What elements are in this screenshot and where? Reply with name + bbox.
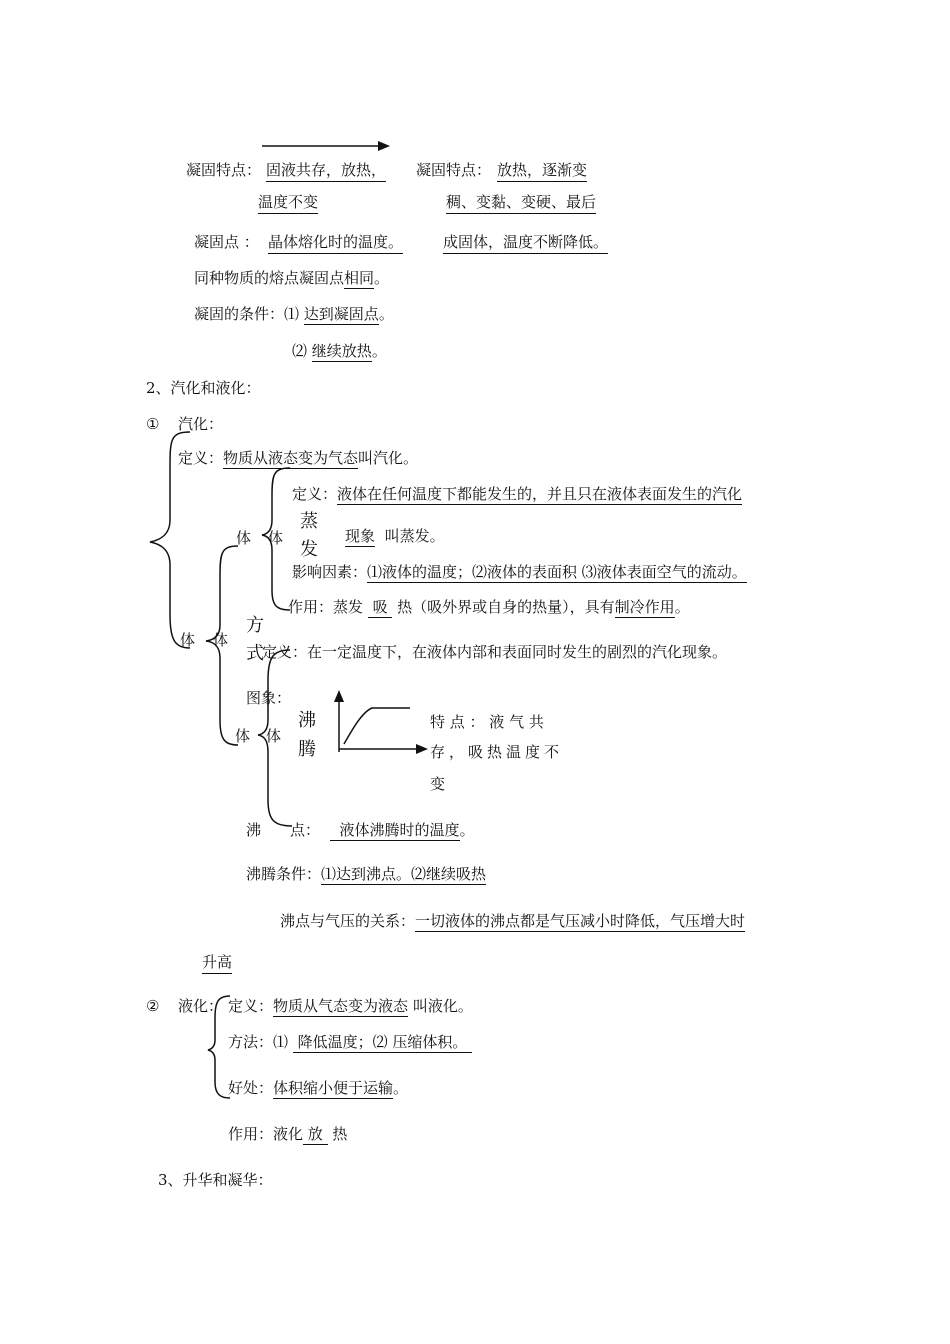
boiling-char-2: 腾: [298, 739, 316, 760]
same-substance-text: 同种物质的熔点凝固点相同。: [194, 269, 390, 287]
crystal-feature-line1: 固液共存，放热，: [266, 160, 386, 182]
boiling-condition: 沸腾条件：⑴达到沸点。⑵继续吸热: [246, 865, 487, 883]
liquefaction-benefit: 好处：体积缩小便于运输。: [228, 1079, 409, 1097]
vaporization-number: ①: [146, 415, 160, 433]
evaporation-char-2: 发: [300, 539, 318, 560]
ti-3: 体: [180, 631, 196, 649]
graph-label: 图象：: [246, 689, 292, 707]
crystal-feature-label: 凝固特点：: [186, 161, 262, 179]
evaporation-factors: 影响因素：⑴液体的温度；⑵液体的表面积 ⑶液体表面空气的流动。: [292, 563, 747, 581]
evaporation-effect: 作用：蒸发 吸 热（吸外界或自身的热量），具有制冷作用。: [288, 598, 690, 616]
boiling-point-char: 沸: [246, 821, 262, 839]
pressure-relation-cont: 升高: [202, 952, 232, 974]
vaporization-title: 汽化：: [178, 415, 224, 433]
vaporization-definition: 定义：物质从液态变为气态叫汽化。: [178, 449, 419, 467]
liquefaction-method: 方法：⑴ 降低温度；⑵ 压缩体积。: [228, 1032, 472, 1052]
evaporation-char-1: 蒸: [300, 511, 318, 532]
way-char-1: 方: [246, 615, 264, 636]
boiling-char-1: 沸: [298, 710, 316, 731]
evaporation-definition: 定义：液体在任何温度下都能发生的，并且只在液体表面发生的汽化: [292, 485, 743, 503]
evaporation-definition-cont: 现象 叫蒸发。: [345, 527, 445, 545]
top-arrow: [262, 141, 390, 151]
amorphous-feature-line2: 稠、变黏、变硬、最后: [446, 192, 596, 214]
liquefaction-number: ②: [146, 997, 160, 1015]
boiling-feature-1: 特 点 ： 液 气 共: [430, 713, 544, 731]
amorphous-feature-label: 凝固特点：: [416, 161, 492, 179]
amorphous-feature-line1: 放热，逐渐变: [497, 160, 587, 182]
boiling-feature-2: 存，吸热温度不: [430, 743, 564, 761]
freezing-point-value: 晶体熔化时的温度。: [268, 232, 403, 254]
freezing-point-label: 凝固点 ：: [194, 233, 259, 251]
boiling-feature-3: 变: [430, 775, 446, 793]
section3-heading: 3、升华和凝华：: [158, 1171, 273, 1189]
boiling-graph: [334, 690, 428, 754]
ti-6: 体: [266, 727, 282, 745]
boiling-point-value: 液体沸腾时的温度。: [330, 820, 475, 840]
crystal-feature-line2: 温度不变: [258, 192, 318, 214]
section2-heading: 2、汽化和液化：: [146, 379, 261, 397]
pressure-relation: 沸点与气压的关系：一切液体的沸点都是气压减小时降低，气压增大时: [280, 912, 746, 930]
boiling-point-label: 点：: [290, 821, 321, 839]
ti-5: 体: [235, 727, 251, 745]
way-char-2: 式: [246, 643, 264, 664]
ti-2: 体: [268, 529, 284, 547]
liquefaction-title: 液化：: [178, 997, 224, 1015]
ti-1: 体: [236, 529, 252, 547]
amorphous-feature-line3: 成固体，温度不断降低。: [443, 232, 608, 254]
boiling-definition: 定义：在一定温度下，在液体内部和表面同时发生的剧烈的汽化现象。: [262, 643, 728, 661]
freezing-condition-2: ⑵ 继续放热。: [292, 342, 387, 360]
liquefaction-definition: 定义：物质从气态变为液态 叫液化。: [228, 997, 473, 1015]
freezing-condition-1: 凝固的条件：⑴ 达到凝固点。: [194, 305, 394, 323]
liquefaction-effect: 作用：液化 放 热: [228, 1125, 348, 1143]
ti-4: 体: [213, 631, 229, 649]
